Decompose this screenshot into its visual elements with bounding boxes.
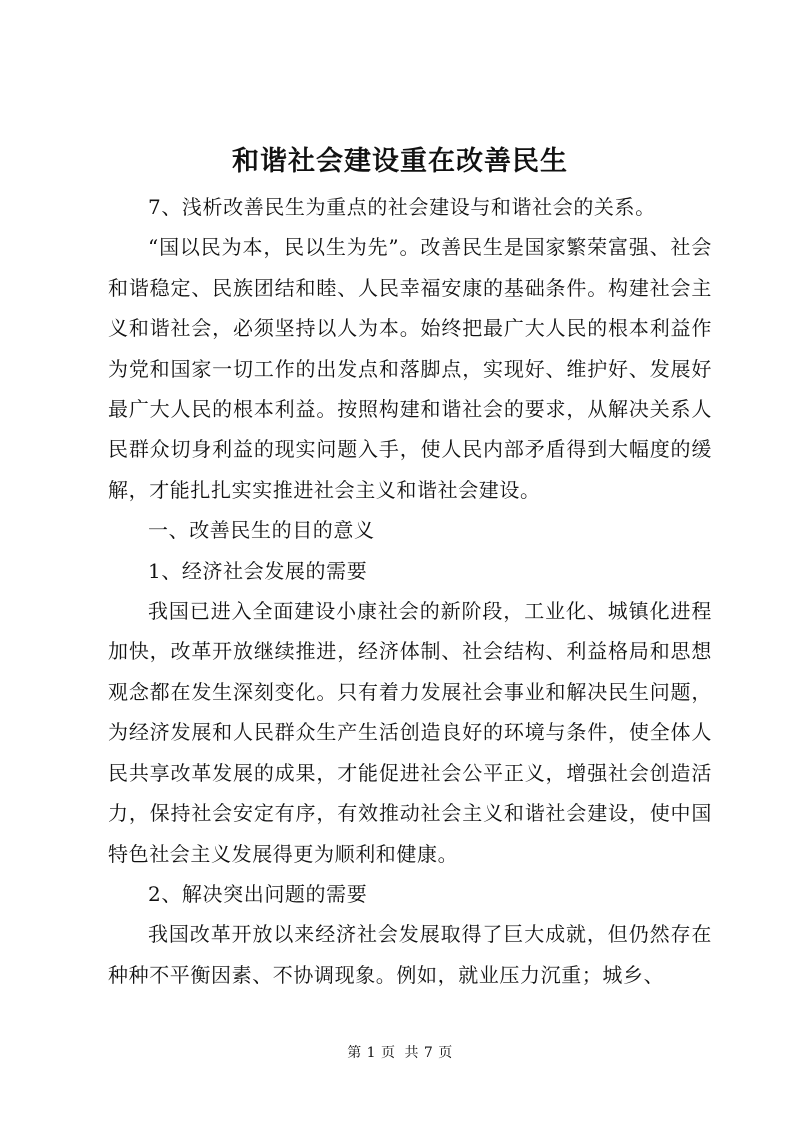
paragraph-intro: 7、浅析改善民生为重点的社会建设与和谐社会的关系。 xyxy=(148,195,656,219)
document-title: 和谐社会建设重在改善民生 xyxy=(232,146,568,177)
paragraph-problems: 我国改革开放以来经济社会发展取得了巨大成就，但仍然存在种种不平衡因素、不协调现象。例如，就业压力沉重；城乡、 xyxy=(108,922,712,987)
page-number: 第 1 页 xyxy=(347,1045,396,1061)
subsection-heading: 2、解决突出问题的需要 xyxy=(148,881,368,906)
section-heading: 一、改善民生的目的意义 xyxy=(148,518,375,543)
subsection-heading: 1、经济社会发展的需要 xyxy=(148,558,368,583)
total-pages: 共 7 页 xyxy=(404,1045,453,1061)
paragraph-development: 我国已进入全面建设小康社会的新阶段，工业化、城镇化进程加快，改革开放继续推进，经济体制、社会结构、利益格局和思想观念都在发生深刻变化。只有着力发展社会事业和解决民生问题，为经济发展和人民群众生产生活创造良好的环境与条件，使全体人民共享改革发展的成果，才能促进社会公平正义，增强社会创造活力，保持社会安定有序，有效推动社会主义和谐社会建设，使中国特色社会主义发展得更为顺利和健康。 xyxy=(108,599,712,866)
paragraph-main: “国以民为本，民以生为先”。改善民生是国家繁荣富强、社会和谐稳定、民族团结和睦、人民幸福安康的基础条件。构建社会主义和谐社会，必须坚持以人为本。始终把最广大人民的根本利益作为党和国家一切工作的出发点和落脚点，实现好、维护好、发展好最广大人民的根本利益。按照构建和谐社会的要求，从解决关系人民群众切身利益的现实问题入手，使人民内部矛盾得到大幅度的缓解，才能扎扎实实推进社会主义和谐社会建设。 xyxy=(108,235,712,502)
page-footer xyxy=(0,1043,800,1063)
document-body xyxy=(108,187,712,995)
